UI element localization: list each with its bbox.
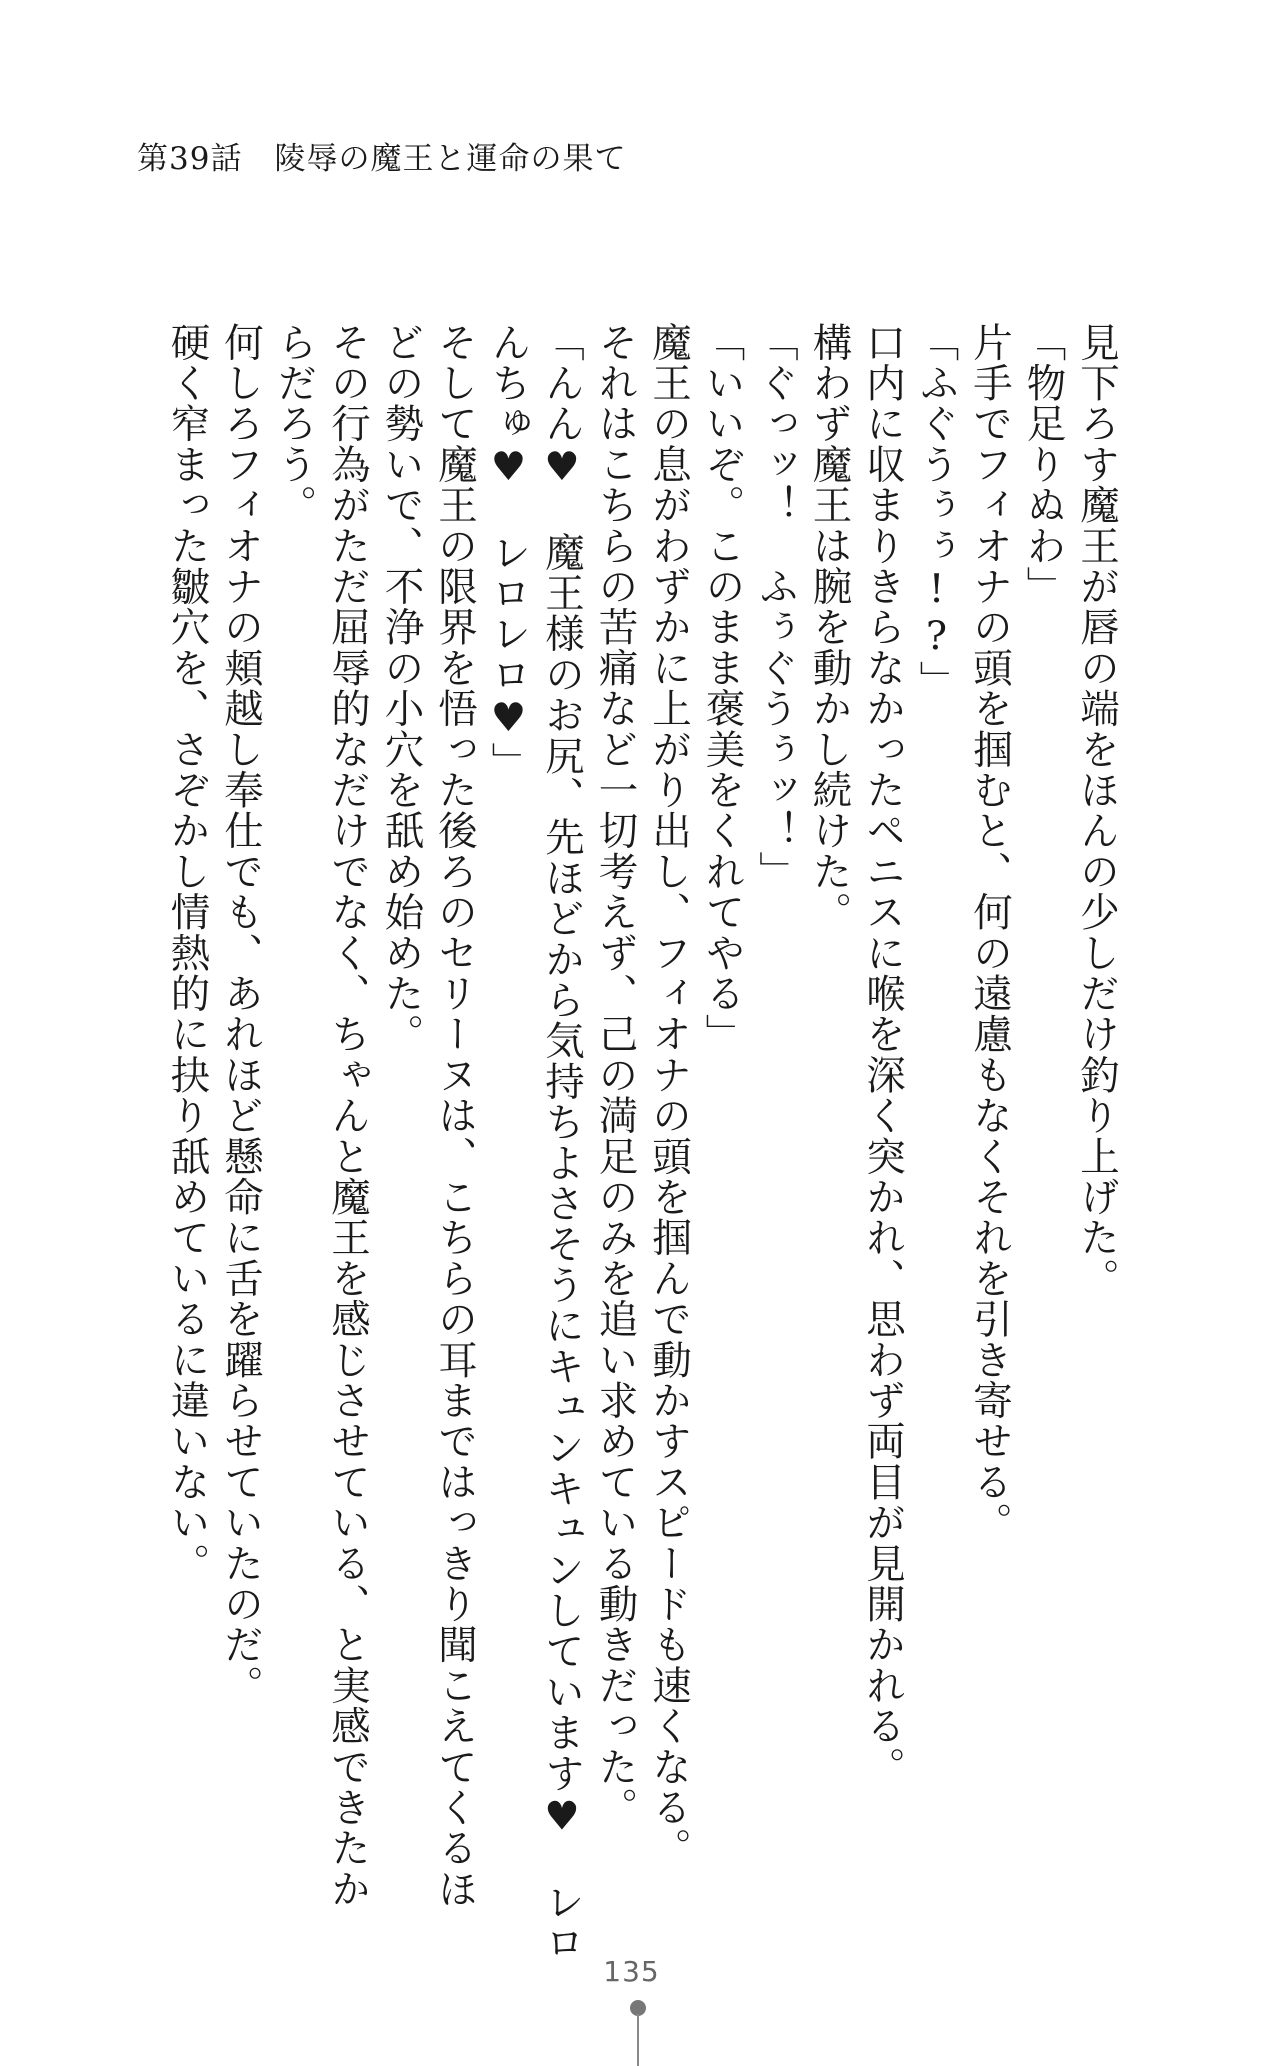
text-line: らだろう。 (271, 322, 318, 526)
text-line: 「ふぐうぅぅ!?」 (913, 322, 960, 702)
text-line: 片手でフィオナの頭を掴むと、何の遠慮もなくそれを引き寄せる。 (967, 322, 1013, 1543)
text-line: 「いいぞ。このまま褒美をくれてやる」 (699, 322, 746, 1055)
text-line: どの勢いで、不浄の小穴を舐め始めた。 (378, 322, 425, 1055)
text-line: 魔王の息がわずかに上がり出し、フィオナの頭を掴んで動かすスピードも速くなる。 (646, 322, 692, 1869)
text-line: 見下ろす魔王が唇の端をほんの少しだけ釣り上げた。 (1074, 322, 1120, 1299)
text-line: 何しろフィオナの頬越し奉仕でも、あれほど懸命に舌を躍らせていたのだ。 (218, 322, 264, 1706)
text-line: そして魔王の限界を悟った後ろのセリーヌは、こちらの耳まではっきり聞こえてくるほ (432, 322, 478, 1910)
chapter-title: 第39話 陵辱の魔王と運命の果て (137, 141, 627, 177)
text-line: その行為がただ屈辱的なだけでなく、ちゃんと魔王を感じさせている、と実感できたか (325, 322, 371, 1910)
text-line: 構わず魔王は腕を動かし続けた。 (806, 322, 853, 933)
page-number: 135 (603, 1955, 660, 1988)
body-text (160, 322, 1123, 1963)
text-line: 「ぐっッ！ ふぅぐうぅッ！」 (753, 322, 799, 892)
text-line: 硬く窄まった皺穴を、さぞかし情熱的に抉り舐めているに違いない。 (164, 322, 211, 1584)
text-line: んちゅ♥ レロレロ♥」 (485, 322, 532, 783)
page-marker-line (637, 2014, 639, 2066)
text-line: 「んん♥ 魔王様のお尻、先ほどから気持ちよさそうにキュンキュンしています♥ レロ (539, 322, 585, 1963)
text-line: 「物足りぬわ」 (1020, 322, 1067, 607)
text-line: それはこちらの苦痛など一切考えず、己の満足のみを追い求めている動きだった。 (592, 322, 639, 1828)
text-line: 口内に収まりきらなかったペニスに喉を深く突かれ、思わず両目が見開かれる。 (860, 322, 906, 1788)
